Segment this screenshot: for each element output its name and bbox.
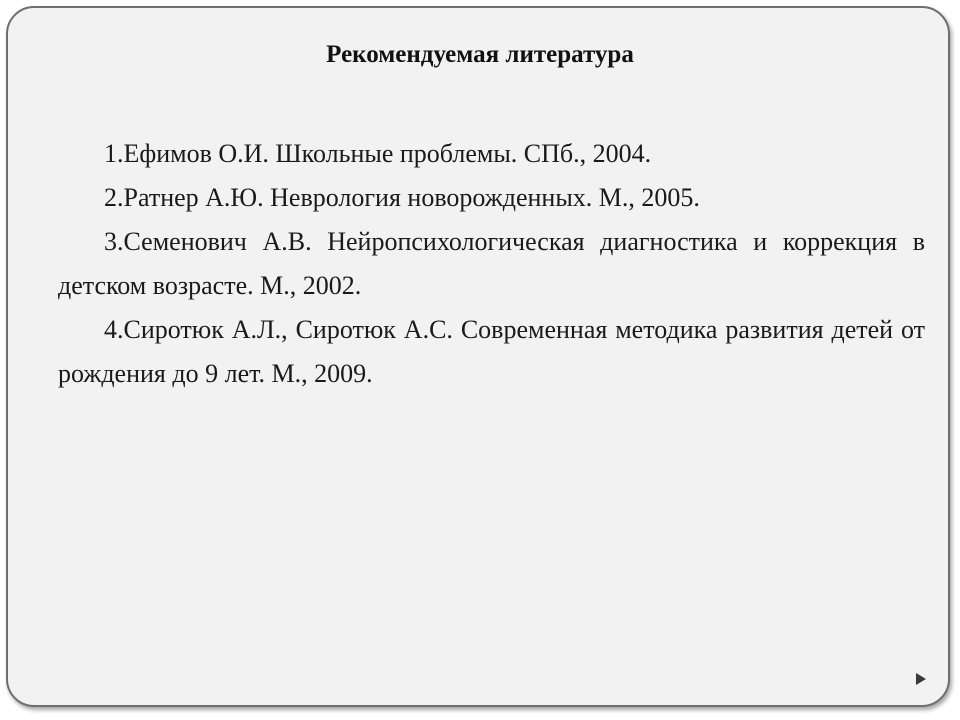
- reference-list: [58, 132, 925, 396]
- reference-item: 1.Ефимов О.И. Школьные проблемы. СПб., 2004.: [104, 139, 652, 168]
- reference-item: 2.Ратнер А.Ю. Неврология новорожденных. М., 2005.: [104, 183, 700, 212]
- reference-item: 4.Сиротюк А.Л., Сиротюк А.С. Современная методика развития детей от рождения до 9 лет. М., 2009.: [58, 315, 925, 388]
- reference-item: 3.Семенович А.В. Нейропсихологическая диагностика и коррекция в детском возрасте. М., 2002.: [58, 227, 925, 300]
- triangle-right-icon: [916, 673, 926, 685]
- slide-title: Рекомендуемая литература: [326, 41, 634, 68]
